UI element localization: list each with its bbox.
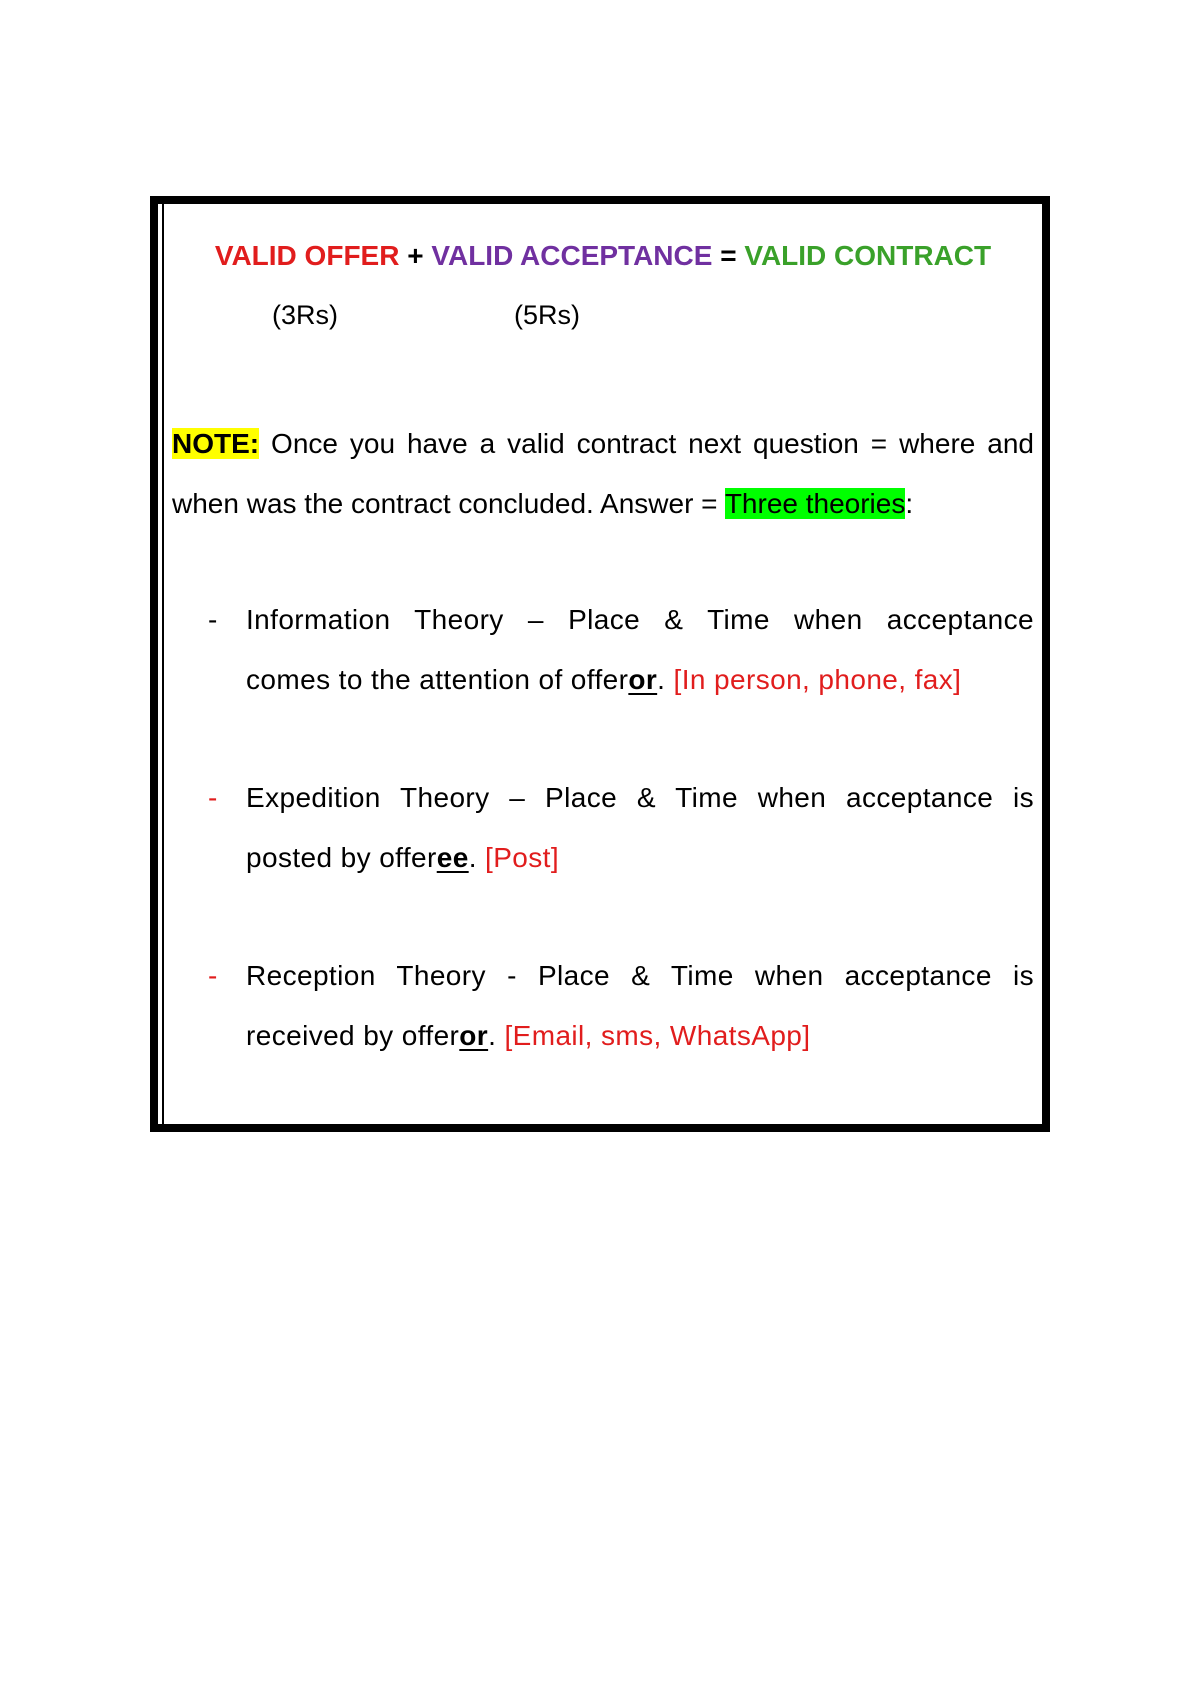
theory-item-reception <box>172 946 1034 1066</box>
note-text: Once you have a valid contract next question = where and when was the contract concluded. Answer = <box>172 428 1034 519</box>
theory-item-expedition <box>172 768 1034 888</box>
list-dash: - <box>208 782 218 813</box>
theory-detail-punct: . <box>488 1020 505 1051</box>
theory-examples: [Post] <box>485 842 560 873</box>
equals-sign: = <box>720 240 737 271</box>
underlined-suffix: or <box>628 664 658 695</box>
theory-detail-punct: . <box>657 664 674 695</box>
frame-inner-rule <box>162 204 164 1124</box>
theory-examples: [Email, sms, WhatsApp] <box>504 1020 811 1051</box>
content-area <box>172 204 1034 1124</box>
note-paragraph <box>172 414 1034 534</box>
theory-description: Information Theory – Place & Time when acceptance <box>246 604 1034 635</box>
offer-rs-label: (3Rs) <box>272 300 338 330</box>
theory-detail-text: comes to the attention of offer <box>246 664 629 695</box>
theory-item-information <box>172 590 1034 710</box>
plus-sign: + <box>407 240 424 271</box>
acceptance-rs-label: (5Rs) <box>514 300 580 330</box>
note-colon: : <box>905 488 914 519</box>
content-box <box>150 196 1050 1132</box>
theory-detail-text: posted by offer <box>246 842 437 873</box>
theory-detail-punct: . <box>468 842 486 873</box>
theory-description: Reception Theory - Place & Time when acceptance is <box>246 960 1034 991</box>
note-label: NOTE: <box>172 428 260 459</box>
three-theories-highlight: Three theories <box>724 488 906 519</box>
valid-contract-text: VALID CONTRACT <box>744 240 992 271</box>
theory-detail-text: received by offer <box>246 1020 460 1051</box>
theory-description: Expedition Theory – Place & Time when acceptance is <box>246 782 1034 813</box>
theory-detail <box>246 828 1034 888</box>
underlined-suffix: or <box>459 1020 489 1051</box>
list-dash: - <box>208 604 218 635</box>
valid-offer-text: VALID OFFER <box>214 240 400 271</box>
valid-acceptance-text: VALID ACCEPTANCE <box>431 240 713 271</box>
theory-detail <box>246 1006 1034 1066</box>
theory-examples: [In person, phone, fax] <box>673 664 962 695</box>
theory-detail <box>246 650 1034 710</box>
underlined-suffix: ee <box>436 842 469 873</box>
list-dash: - <box>208 960 218 991</box>
contract-equation <box>172 240 1034 272</box>
